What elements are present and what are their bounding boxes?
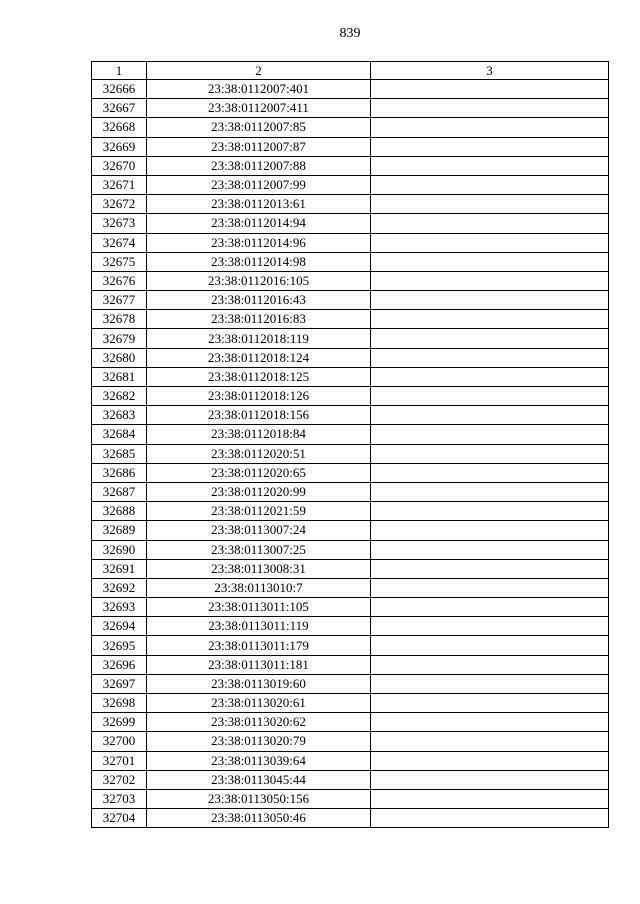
row-number-cell: 32694: [92, 617, 147, 636]
note-cell: [371, 195, 609, 214]
note-cell: [371, 252, 609, 271]
table-row: [92, 559, 609, 578]
row-number-cell: 32676: [92, 271, 147, 290]
cadastral-number-cell: 23:38:0112016:83: [147, 310, 371, 329]
row-number-cell: 32689: [92, 521, 147, 540]
table-row: [92, 655, 609, 674]
column-header-1: 1: [92, 62, 147, 80]
table-row: [92, 310, 609, 329]
note-cell: [371, 233, 609, 252]
note-cell: [371, 617, 609, 636]
cadastral-number-cell: 23:38:0112018:126: [147, 387, 371, 406]
table-row: [92, 694, 609, 713]
table-row: [92, 118, 609, 137]
note-cell: [371, 751, 609, 770]
cadastral-number-cell: 23:38:0112018:119: [147, 329, 371, 348]
row-number-cell: 32684: [92, 425, 147, 444]
page-number: 839: [339, 26, 361, 41]
table-row: [92, 463, 609, 482]
cadastral-number-cell: 23:38:0112021:59: [147, 502, 371, 521]
row-number-cell: 32696: [92, 655, 147, 674]
row-number-cell: 32698: [92, 694, 147, 713]
row-number-cell: 32685: [92, 444, 147, 463]
cadastral-number-cell: 23:38:0112007:411: [147, 99, 371, 118]
cadastral-number-cell: 23:38:0112013:61: [147, 195, 371, 214]
note-cell: [371, 271, 609, 290]
registry-table: [91, 61, 609, 828]
note-cell: [371, 482, 609, 501]
row-number-cell: 32703: [92, 789, 147, 808]
table-row: [92, 137, 609, 156]
note-cell: [371, 329, 609, 348]
row-number-cell: 32690: [92, 540, 147, 559]
table-row: [92, 406, 609, 425]
table-row: [92, 195, 609, 214]
row-number-cell: 32682: [92, 387, 147, 406]
cadastral-number-cell: 23:38:0113011:179: [147, 636, 371, 655]
table-row: [92, 540, 609, 559]
note-cell: [371, 540, 609, 559]
table-row: [92, 329, 609, 348]
cadastral-number-cell: 23:38:0112007:88: [147, 156, 371, 175]
column-header-3: 3: [371, 62, 609, 80]
cadastral-number-cell: 23:38:0112007:99: [147, 175, 371, 194]
note-cell: [371, 118, 609, 137]
note-cell: [371, 521, 609, 540]
table-row: [92, 367, 609, 386]
row-number-cell: 32686: [92, 463, 147, 482]
row-number-cell: 32667: [92, 99, 147, 118]
table-row: [92, 291, 609, 310]
cadastral-number-cell: 23:38:0113020:61: [147, 694, 371, 713]
cadastral-number-cell: 23:38:0113020:79: [147, 732, 371, 751]
table-row: [92, 674, 609, 693]
table-row: [92, 521, 609, 540]
cadastral-number-cell: 23:38:0113050:156: [147, 789, 371, 808]
note-cell: [371, 713, 609, 732]
note-cell: [371, 732, 609, 751]
table-row: [92, 809, 609, 828]
table-row: [92, 80, 609, 99]
row-number-cell: 32672: [92, 195, 147, 214]
table-row: [92, 636, 609, 655]
row-number-cell: 32702: [92, 770, 147, 789]
row-number-cell: 32695: [92, 636, 147, 655]
note-cell: [371, 809, 609, 828]
row-number-cell: 32671: [92, 175, 147, 194]
cadastral-number-cell: 23:38:0113011:119: [147, 617, 371, 636]
note-cell: [371, 387, 609, 406]
cadastral-number-cell: 23:38:0113010:7: [147, 578, 371, 597]
cadastral-number-cell: 23:38:0113008:31: [147, 559, 371, 578]
note-cell: [371, 463, 609, 482]
cadastral-number-cell: 23:38:0112014:98: [147, 252, 371, 271]
row-number-cell: 32688: [92, 502, 147, 521]
note-cell: [371, 636, 609, 655]
note-cell: [371, 291, 609, 310]
row-number-cell: 32679: [92, 329, 147, 348]
table-row: [92, 214, 609, 233]
row-number-cell: 32677: [92, 291, 147, 310]
table-row: [92, 271, 609, 290]
note-cell: [371, 425, 609, 444]
table-row: [92, 425, 609, 444]
table-row: [92, 770, 609, 789]
note-cell: [371, 655, 609, 674]
note-cell: [371, 137, 609, 156]
row-number-cell: 32697: [92, 674, 147, 693]
table-row: [92, 578, 609, 597]
table-body: [92, 80, 609, 828]
row-number-cell: 32675: [92, 252, 147, 271]
note-cell: [371, 674, 609, 693]
cadastral-number-cell: 23:38:0113045:44: [147, 770, 371, 789]
table-row: [92, 348, 609, 367]
note-cell: [371, 214, 609, 233]
note-cell: [371, 770, 609, 789]
note-cell: [371, 502, 609, 521]
cadastral-number-cell: 23:38:0113050:46: [147, 809, 371, 828]
note-cell: [371, 789, 609, 808]
row-number-cell: 32701: [92, 751, 147, 770]
row-number-cell: 32673: [92, 214, 147, 233]
table-row: [92, 156, 609, 175]
cadastral-number-cell: 23:38:0112007:87: [147, 137, 371, 156]
note-cell: [371, 367, 609, 386]
note-cell: [371, 310, 609, 329]
note-cell: [371, 156, 609, 175]
table-row: [92, 444, 609, 463]
cadastral-number-cell: 23:38:0112016:43: [147, 291, 371, 310]
cadastral-number-cell: 23:38:0113007:25: [147, 540, 371, 559]
cadastral-number-cell: 23:38:0112020:51: [147, 444, 371, 463]
cadastral-number-cell: 23:38:0112018:124: [147, 348, 371, 367]
row-number-cell: 32681: [92, 367, 147, 386]
cadastral-number-cell: 23:38:0113019:60: [147, 674, 371, 693]
row-number-cell: 32700: [92, 732, 147, 751]
row-number-cell: 32666: [92, 80, 147, 99]
table-row: [92, 99, 609, 118]
cadastral-number-cell: 23:38:0112016:105: [147, 271, 371, 290]
table-row: [92, 598, 609, 617]
row-number-cell: 32669: [92, 137, 147, 156]
cadastral-number-cell: 23:38:0113011:181: [147, 655, 371, 674]
cadastral-number-cell: 23:38:0112020:65: [147, 463, 371, 482]
cadastral-number-cell: 23:38:0112014:96: [147, 233, 371, 252]
row-number-cell: 32699: [92, 713, 147, 732]
cadastral-number-cell: 23:38:0113011:105: [147, 598, 371, 617]
table-row: [92, 233, 609, 252]
note-cell: [371, 578, 609, 597]
table-row: [92, 502, 609, 521]
column-header-2: 2: [147, 62, 371, 80]
row-number-cell: 32668: [92, 118, 147, 137]
cadastral-number-cell: 23:38:0112014:94: [147, 214, 371, 233]
table-row: [92, 175, 609, 194]
row-number-cell: 32693: [92, 598, 147, 617]
note-cell: [371, 406, 609, 425]
cadastral-number-cell: 23:38:0113007:24: [147, 521, 371, 540]
note-cell: [371, 348, 609, 367]
table-row: [92, 482, 609, 501]
cadastral-number-cell: 23:38:0113020:62: [147, 713, 371, 732]
cadastral-number-cell: 23:38:0112020:99: [147, 482, 371, 501]
table-row: [92, 732, 609, 751]
table-row: [92, 252, 609, 271]
row-number-cell: 32670: [92, 156, 147, 175]
cadastral-number-cell: 23:38:0112007:401: [147, 80, 371, 99]
cadastral-number-cell: 23:38:0113039:64: [147, 751, 371, 770]
row-number-cell: 32704: [92, 809, 147, 828]
note-cell: [371, 694, 609, 713]
row-number-cell: 32687: [92, 482, 147, 501]
table-header: [92, 62, 609, 80]
table-row: [92, 713, 609, 732]
cadastral-number-cell: 23:38:0112018:84: [147, 425, 371, 444]
header-row: [92, 62, 609, 80]
note-cell: [371, 598, 609, 617]
cadastral-number-cell: 23:38:0112018:156: [147, 406, 371, 425]
table-row: [92, 751, 609, 770]
note-cell: [371, 99, 609, 118]
table-row: [92, 617, 609, 636]
cadastral-number-cell: 23:38:0112018:125: [147, 367, 371, 386]
table-row: [92, 789, 609, 808]
table-row: [92, 387, 609, 406]
note-cell: [371, 559, 609, 578]
note-cell: [371, 175, 609, 194]
note-cell: [371, 80, 609, 99]
row-number-cell: 32683: [92, 406, 147, 425]
row-number-cell: 32692: [92, 578, 147, 597]
row-number-cell: 32678: [92, 310, 147, 329]
row-number-cell: 32680: [92, 348, 147, 367]
note-cell: [371, 444, 609, 463]
row-number-cell: 32691: [92, 559, 147, 578]
cadastral-number-cell: 23:38:0112007:85: [147, 118, 371, 137]
row-number-cell: 32674: [92, 233, 147, 252]
